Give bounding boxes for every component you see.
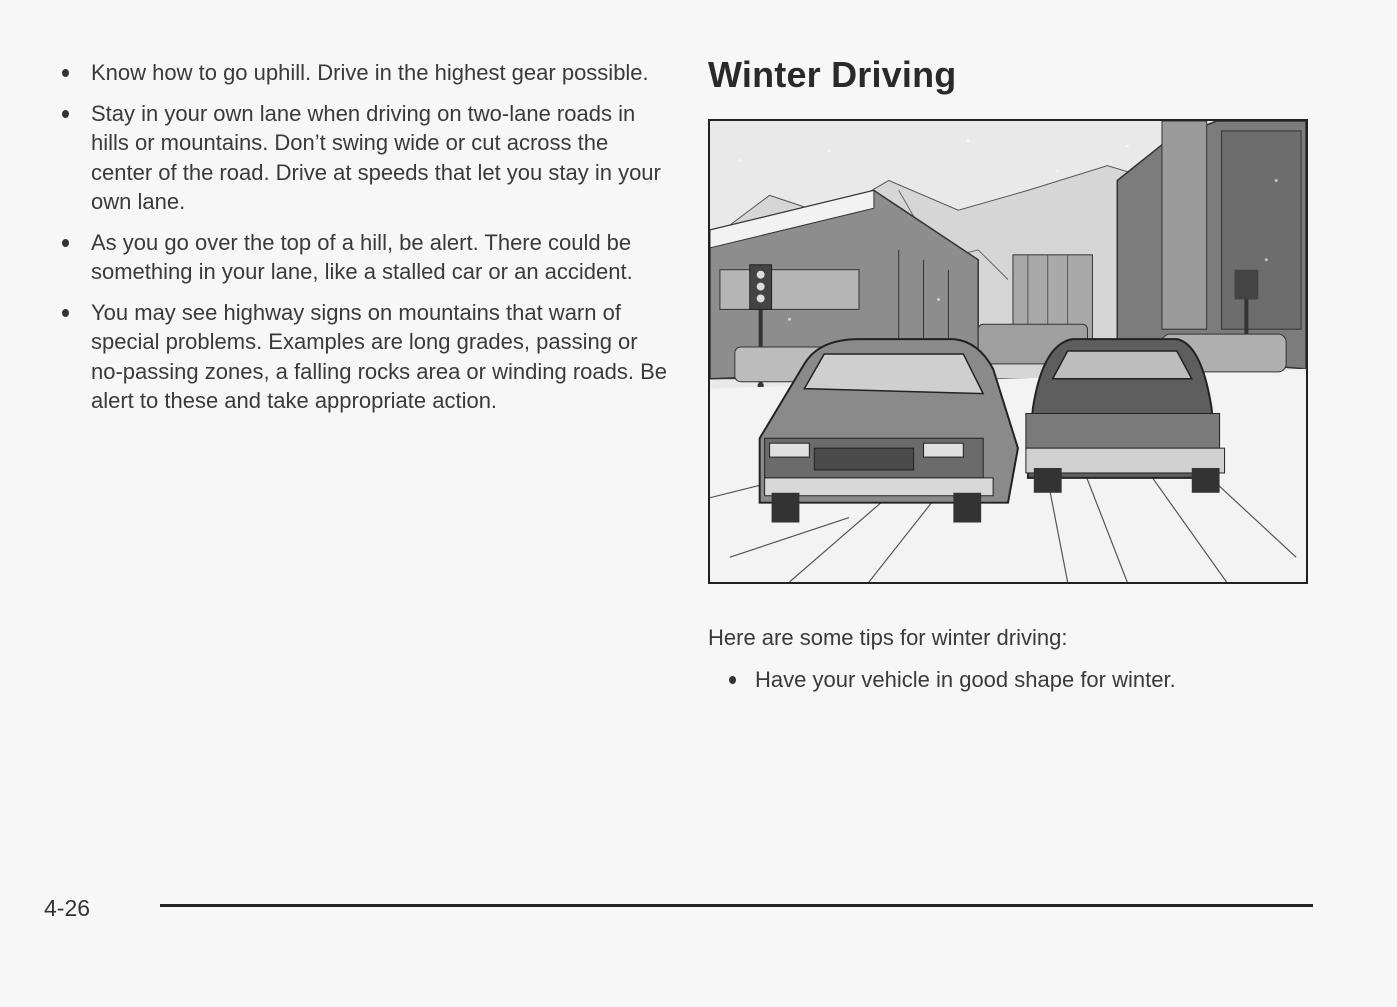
bullet-text: As you go over the top of a hill, be alert. There could be something in your lane, like a stalled car or an accident. (91, 229, 633, 284)
list-item (58, 228, 668, 287)
left-column (58, 58, 668, 427)
list-item (725, 665, 1305, 695)
winter-tips-list (725, 665, 1305, 706)
bullet-icon (62, 69, 69, 77)
bullet-text: Stay in your own lane when driving on two-lane roads in hills or mountains. Don’t swing wide or cut across the center of the road. Drive at speeds that let you stay in your own lane. (91, 100, 661, 214)
page-number: 4-26 (44, 895, 91, 921)
bullet-icon (62, 309, 69, 317)
list-item (58, 298, 668, 416)
bullet-icon (62, 239, 69, 247)
right-column (708, 52, 1313, 692)
section-title: Winter Driving (708, 54, 957, 95)
snowy-street-cars-image (710, 121, 1306, 582)
bullet-icon (62, 110, 69, 118)
winter-driving-illustration (708, 119, 1308, 584)
bullet-icon (729, 676, 736, 684)
bullet-text: You may see highway signs on mountains that warn of special problems. Examples are long grades, passing or no-passing zones, a falling rocks area or winding roads. Be alert to these and take appropriate action. (91, 299, 667, 413)
footer-divider (160, 904, 1313, 907)
hill-driving-bullet-list (58, 58, 668, 416)
winter-tips-intro: Here are some tips for winter driving: (708, 625, 1068, 650)
list-item (58, 99, 668, 217)
bullet-text: Have your vehicle in good shape for winter. (755, 667, 1176, 692)
list-item (58, 58, 668, 88)
bullet-text: Know how to go uphill. Drive in the highest gear possible. (91, 60, 649, 85)
